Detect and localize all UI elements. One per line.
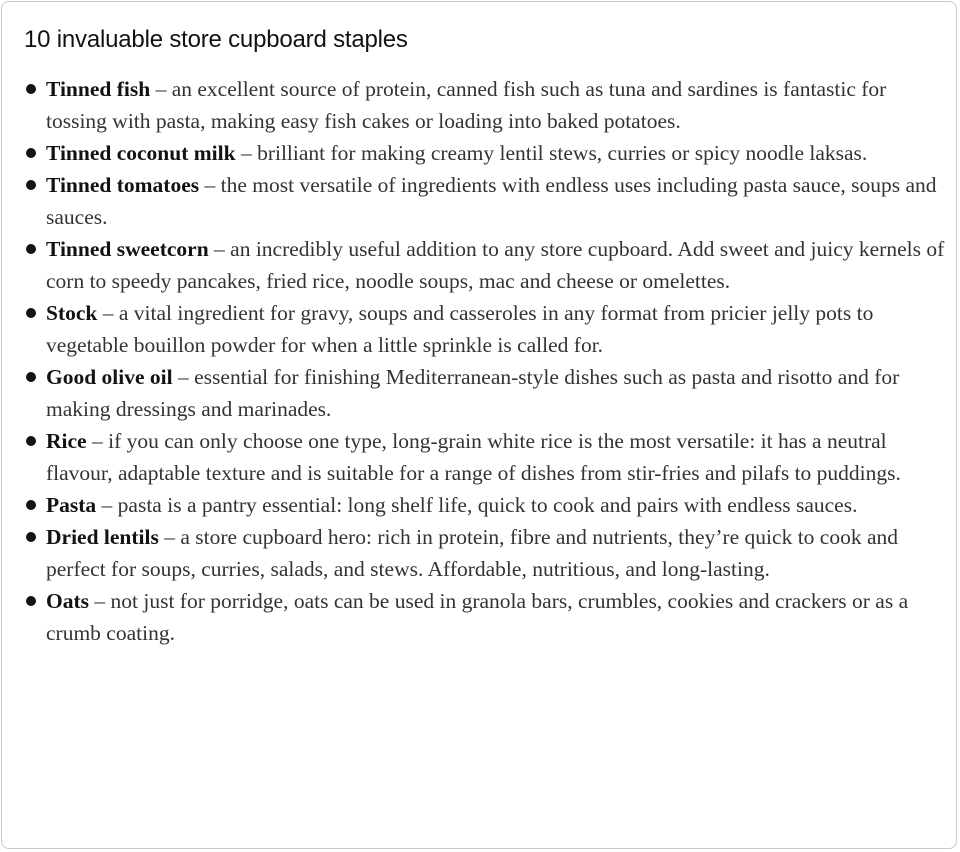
item-name: Dried lentils <box>46 525 159 549</box>
list-item <box>25 169 945 233</box>
item-description: – the most versatile of ingredients with endless uses including pasta sauce, soups and sauces. <box>46 173 937 229</box>
bullet-icon <box>26 532 36 542</box>
list-item <box>25 233 945 297</box>
item-description: – a store cupboard hero: rich in protein, fibre and nutrients, they’re quick to cook and perfect for soups, curries, salads, and stews. Affordable, nutritious, and long-lasting. <box>46 525 899 581</box>
item-name: Tinned fish <box>46 77 151 101</box>
bullet-icon <box>26 84 36 94</box>
bullet-icon <box>26 436 36 446</box>
list-item <box>25 489 945 521</box>
bullet-icon <box>26 372 36 382</box>
item-description: – not just for porridge, oats can be used in granola bars, crumbles, cookies and crackers or as a crumb coating. <box>46 589 909 645</box>
item-name: Stock <box>46 301 98 325</box>
list-item <box>25 73 945 137</box>
item-description: – an incredibly useful addition to any store cupboard. Add sweet and juicy kernels of corn to speedy pancakes, fried rice, noodle soups, mac and cheese or omelettes. <box>46 237 945 293</box>
bullet-icon <box>26 596 36 606</box>
item-name: Rice <box>46 429 87 453</box>
bullet-icon <box>26 148 36 158</box>
item-description: – brilliant for making creamy lentil stews, curries or spicy noodle laksas. <box>235 141 868 165</box>
item-description: – if you can only choose one type, long-grain white rice is the most versatile: it has a neutral flavour, adaptable texture and is suitable for a range of dishes from stir-fries and pilafs to puddings. <box>46 429 901 485</box>
bullet-icon <box>26 180 36 190</box>
staples-card <box>1 1 957 849</box>
list-item <box>25 361 945 425</box>
list-item <box>25 425 945 489</box>
item-name: Tinned sweetcorn <box>46 237 209 261</box>
item-name: Pasta <box>46 493 97 517</box>
card-title: 10 invaluable store cupboard staples <box>24 26 408 53</box>
item-name: Tinned coconut milk <box>46 141 236 165</box>
list-item <box>25 137 945 169</box>
bullet-icon <box>26 244 36 254</box>
item-name: Tinned tomatoes <box>46 173 200 197</box>
item-name: Oats <box>46 589 89 613</box>
list-item <box>25 297 945 361</box>
list-item <box>25 585 945 649</box>
item-description: – a vital ingredient for gravy, soups and casseroles in any format from pricier jelly pots to vegetable bouillon powder for when a little sprinkle is called for. <box>46 301 874 357</box>
item-description: – essential for finishing Mediterranean-style dishes such as pasta and risotto and for making dressings and marinades. <box>46 365 900 421</box>
bullet-icon <box>26 308 36 318</box>
staples-list <box>25 73 945 649</box>
bullet-icon <box>26 500 36 510</box>
item-description: – pasta is a pantry essential: long shelf life, quick to cook and pairs with endless sauces. <box>96 493 858 517</box>
item-name: Good olive oil <box>46 365 173 389</box>
list-item <box>25 521 945 585</box>
item-description: – an excellent source of protein, canned fish such as tuna and sardines is fantastic for tossing with pasta, making easy fish cakes or loading into baked potatoes. <box>46 77 887 133</box>
